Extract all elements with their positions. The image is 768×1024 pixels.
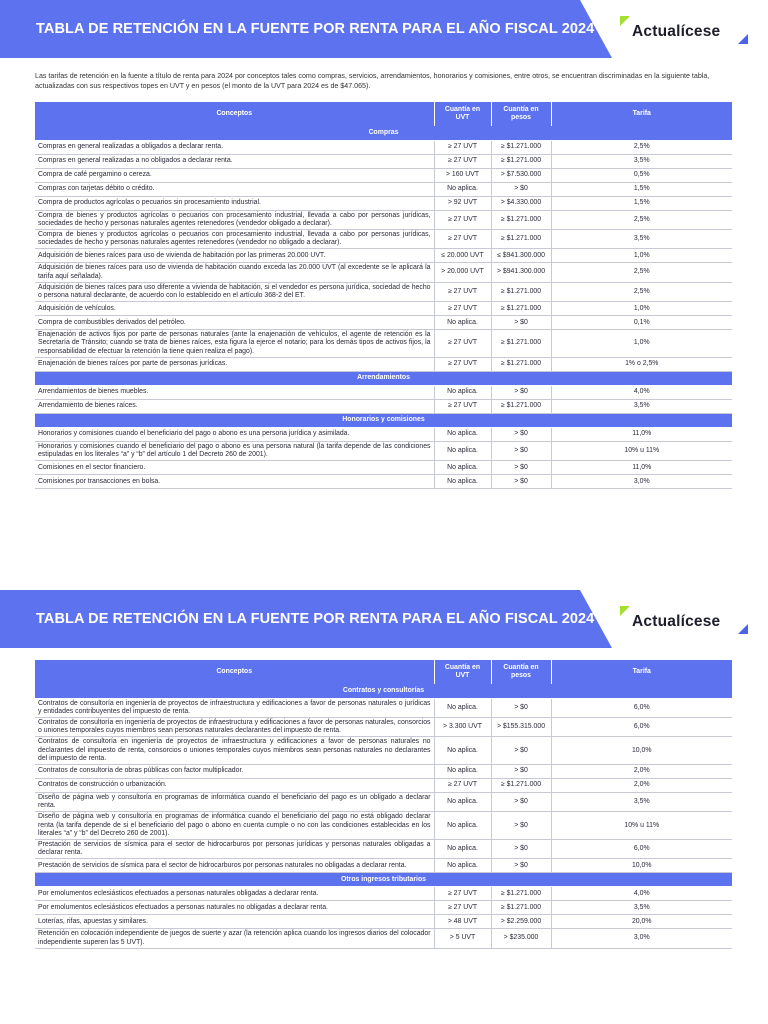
- cuantia-uvt-cell: No aplica.: [434, 737, 491, 765]
- section-header-row: [35, 413, 732, 427]
- table-row: [35, 263, 732, 282]
- cuantia-uvt-cell: No aplica.: [434, 441, 491, 460]
- cuantia-uvt-cell: ≥ 27 UVT: [434, 357, 491, 371]
- cuantia-uvt-cell: > 48 UVT: [434, 915, 491, 929]
- cuantia-uvt-cell: ≥ 27 UVT: [434, 282, 491, 301]
- cuantia-uvt-cell: No aplica.: [434, 812, 491, 840]
- table-header-row: [35, 660, 732, 684]
- tarifa-cell: 6,0%: [551, 717, 732, 736]
- section-header-row: [35, 126, 732, 140]
- cuantia-uvt-cell: No aplica.: [434, 182, 491, 196]
- cuantia-pesos-cell: > $0: [491, 441, 551, 460]
- table-row: [35, 812, 732, 840]
- logo-blue-mark-icon: [738, 34, 748, 44]
- table-row: [35, 385, 732, 399]
- tarifa-cell: 3,0%: [551, 929, 732, 948]
- concepto-cell: Arrendamiento de bienes raíces.: [35, 399, 434, 413]
- cuantia-pesos-cell: > $0: [491, 859, 551, 873]
- cuantia-uvt-cell: > 20.000 UVT: [434, 263, 491, 282]
- table-row: [35, 168, 732, 182]
- cuantia-uvt-cell: No aplica.: [434, 859, 491, 873]
- cuantia-pesos-cell: > $0: [491, 475, 551, 489]
- tarifa-cell: 2,5%: [551, 210, 732, 229]
- cuantia-uvt-cell: ≥ 27 UVT: [434, 229, 491, 248]
- cuantia-pesos-cell: ≥ $1.271.000: [491, 302, 551, 316]
- concepto-cell: Loterías, rifas, apuestas y similares.: [35, 915, 434, 929]
- table-row: [35, 839, 732, 858]
- header-tarifa: Tarifa: [551, 660, 732, 684]
- cuantia-pesos-cell: > $235.000: [491, 929, 551, 948]
- cuantia-uvt-cell: No aplica.: [434, 427, 491, 441]
- concepto-cell: Compra de combustibles derivados del petróleo.: [35, 316, 434, 330]
- cuantia-uvt-cell: No aplica.: [434, 316, 491, 330]
- section-header-row: [35, 873, 732, 887]
- tarifa-cell: 3,5%: [551, 154, 732, 168]
- table-row: [35, 330, 732, 358]
- tarifa-cell: 2,0%: [551, 764, 732, 778]
- page1-table: [35, 102, 732, 489]
- cuantia-pesos-cell: > $0: [491, 316, 551, 330]
- cuantia-uvt-cell: > 160 UVT: [434, 168, 491, 182]
- concepto-cell: Comisiones en el sector financiero.: [35, 461, 434, 475]
- tarifa-cell: 3,0%: [551, 475, 732, 489]
- cuantia-pesos-cell: ≥ $1.271.000: [491, 399, 551, 413]
- cuantia-pesos-cell: > $0: [491, 182, 551, 196]
- tarifa-cell: 11,0%: [551, 427, 732, 441]
- table-row: [35, 399, 732, 413]
- concepto-cell: Adquisición de bienes raíces para uso de vivienda de habitación por las primeras 20.000 UVT.: [35, 249, 434, 263]
- table-row: [35, 778, 732, 792]
- concepto-cell: Honorarios y comisiones cuando el beneficiario del pago o abono es una persona natural (la tarifa depende de las condiciones estipuladas en los literales “a” y “b” del artículo 1 del Decreto 260 de 2001).: [35, 441, 434, 460]
- cuantia-pesos-cell: > $0: [491, 764, 551, 778]
- tarifa-cell: 1,0%: [551, 330, 732, 358]
- table-row: [35, 140, 732, 154]
- cuantia-pesos-cell: ≤ $941.300.000: [491, 249, 551, 263]
- cuantia-pesos-cell: ≥ $1.271.000: [491, 778, 551, 792]
- section-title: Compras: [35, 126, 732, 140]
- concepto-cell: Compras en general realizadas a no obligados a declarar renta.: [35, 154, 434, 168]
- section-header-row: [35, 684, 732, 698]
- tarifa-cell: 6,0%: [551, 839, 732, 858]
- tarifa-cell: 2,5%: [551, 140, 732, 154]
- concepto-cell: Por emolumentos eclesiásticos efectuados a personas naturales obligadas a declarar renta.: [35, 887, 434, 901]
- cuantia-pesos-cell: ≥ $1.271.000: [491, 154, 551, 168]
- cuantia-uvt-cell: No aplica.: [434, 698, 491, 717]
- table-row: [35, 737, 732, 765]
- concepto-cell: Adquisición de bienes raíces para uso diferente a vivienda de habitación, si el vendedor es persona jurídica, sociedad de hecho o persona natural declarante, de acuerdo con lo establecido en el artículo 368-2 del ET.: [35, 282, 434, 301]
- table-row: [35, 427, 732, 441]
- cuantia-uvt-cell: ≥ 27 UVT: [434, 154, 491, 168]
- header-cuantia-uvt: Cuantía en UVT: [434, 660, 491, 684]
- cuantia-uvt-cell: > 92 UVT: [434, 196, 491, 210]
- cuantia-uvt-cell: No aplica.: [434, 461, 491, 475]
- cuantia-pesos-cell: ≥ $1.271.000: [491, 282, 551, 301]
- table-row: [35, 249, 732, 263]
- logo-text: Actualícese: [632, 613, 721, 630]
- concepto-cell: Contratos de consultoría en ingeniería de proyectos de infraestructura y edificaciones a favor de personas naturales, consorcios o uniones temporales cuyos miembros sean personas naturales declarantes del impuesto de renta.: [35, 717, 434, 736]
- cuantia-pesos-cell: ≥ $1.271.000: [491, 140, 551, 154]
- cuantia-uvt-cell: No aplica.: [434, 764, 491, 778]
- table-row: [35, 229, 732, 248]
- section-title: Otros ingresos tributarios: [35, 873, 732, 887]
- cuantia-pesos-cell: ≥ $1.271.000: [491, 330, 551, 358]
- cuantia-uvt-cell: ≥ 27 UVT: [434, 887, 491, 901]
- cuantia-uvt-cell: No aplica.: [434, 475, 491, 489]
- table-row: [35, 154, 732, 168]
- concepto-cell: Diseño de página web y consultoría en programas de informática cuando el beneficiario del pago no está obligado declarar renta (la tarifa depende de si el beneficiario del pago o abono en cuenta cumple o no con las condiciones establecidas en los literales “a” y “b” del Decreto 260 de 2001).: [35, 812, 434, 840]
- table-row: [35, 915, 732, 929]
- cuantia-pesos-cell: > $0: [491, 461, 551, 475]
- page2-banner: [0, 590, 768, 648]
- concepto-cell: Adquisición de bienes raíces para uso de vivienda de habitación cuando exceda las 20.000 UVT (al excedente se le aplicará la tarifa aquí señalada).: [35, 263, 434, 282]
- logo-blue-mark-icon: [738, 624, 748, 634]
- cuantia-uvt-cell: > 5 UVT: [434, 929, 491, 948]
- cuantia-uvt-cell: No aplica.: [434, 792, 491, 811]
- header-conceptos: Conceptos: [35, 660, 434, 684]
- cuantia-uvt-cell: > 3.300 UVT: [434, 717, 491, 736]
- table-row: [35, 475, 732, 489]
- table-row: [35, 929, 732, 948]
- cuantia-uvt-cell: ≥ 27 UVT: [434, 140, 491, 154]
- tarifa-cell: 6,0%: [551, 698, 732, 717]
- table-row: [35, 717, 732, 736]
- concepto-cell: Arrendamientos de bienes muebles.: [35, 385, 434, 399]
- concepto-cell: Contratos de construcción o urbanización.: [35, 778, 434, 792]
- concepto-cell: Contratos de consultoría en ingeniería de proyectos de infraestructura y edificaciones a favor de personas naturales o jurídicas y entidades contribuyentes del impuesto de renta.: [35, 698, 434, 717]
- cuantia-uvt-cell: ≤ 20.000 UVT: [434, 249, 491, 263]
- table-row: [35, 887, 732, 901]
- concepto-cell: Enajenación de bienes raíces por parte de personas jurídicas.: [35, 357, 434, 371]
- tarifa-cell: 20,0%: [551, 915, 732, 929]
- cuantia-pesos-cell: > $4.330.000: [491, 196, 551, 210]
- concepto-cell: Enajenación de activos fijos por parte de personas naturales (ante la enajenación de vehículos, el agente de retención es la Secretaría de Tránsito; cuando se trata de bienes raíces, esta figura la ejerce el notario; para los demás tipos de activos fijos, la responsabilidad de efectuar la retención la tiene quien realiza el pago).: [35, 330, 434, 358]
- tarifa-cell: 2,5%: [551, 263, 732, 282]
- tarifa-cell: 1,0%: [551, 302, 732, 316]
- concepto-cell: Compra de bienes y productos agrícolas o pecuarios con procesamiento industrial, llevada a cabo por personas jurídicas, sociedades de hecho y personas naturales agentes retenedores (vendedor obligado a declarar).: [35, 210, 434, 229]
- cuantia-pesos-cell: > $0: [491, 698, 551, 717]
- tarifa-cell: 1,5%: [551, 182, 732, 196]
- tarifa-cell: 4,0%: [551, 385, 732, 399]
- concepto-cell: Diseño de página web y consultoría en programas de informática cuando el beneficiario del pago es un obligado a declarar renta.: [35, 792, 434, 811]
- section-title: Arrendamientos: [35, 371, 732, 385]
- logo-green-mark-icon: [620, 606, 630, 616]
- cuantia-uvt-cell: ≥ 27 UVT: [434, 901, 491, 915]
- page2-title: TABLA DE RETENCIÓN EN LA FUENTE POR RENTA PARA EL AÑO FISCAL 2024: [36, 611, 595, 627]
- cuantia-pesos-cell: ≥ $1.271.000: [491, 901, 551, 915]
- cuantia-uvt-cell: No aplica.: [434, 385, 491, 399]
- table-row: [35, 698, 732, 717]
- tarifa-cell: 3,5%: [551, 901, 732, 915]
- tarifa-cell: 2,5%: [551, 282, 732, 301]
- header-tarifa: Tarifa: [551, 102, 732, 126]
- page1-logo: [620, 14, 748, 44]
- table-row: [35, 316, 732, 330]
- cuantia-uvt-cell: ≥ 27 UVT: [434, 778, 491, 792]
- section-title: Contratos y consultorías: [35, 684, 732, 698]
- cuantia-uvt-cell: ≥ 27 UVT: [434, 302, 491, 316]
- tarifa-cell: 2,0%: [551, 778, 732, 792]
- tarifa-cell: 1% o 2,5%: [551, 357, 732, 371]
- tarifa-cell: 1,0%: [551, 249, 732, 263]
- tarifa-cell: 10,0%: [551, 737, 732, 765]
- header-cuantia-pesos: Cuantía en pesos: [491, 102, 551, 126]
- section-title: Honorarios y comisiones: [35, 413, 732, 427]
- cuantia-uvt-cell: No aplica.: [434, 839, 491, 858]
- tarifa-cell: 3,5%: [551, 792, 732, 811]
- page1-intro: Las tarifas de retención en la fuente a título de renta para 2024 por conceptos tales como compras, servicios, arrendamientos, honorarios y comisiones, entre otros, se encuentran discriminadas en la siguiente tabla, actualizadas con sus respectivos topes en UVT y en pesos (el monto de la UVT para 2024 es de $47.065).: [35, 72, 710, 90]
- table-row: [35, 764, 732, 778]
- table-header-row: [35, 102, 732, 126]
- page1-title: TABLA DE RETENCIÓN EN LA FUENTE POR RENTA PARA EL AÑO FISCAL 2024: [36, 21, 595, 37]
- concepto-cell: Retención en colocación independiente de juegos de suerte y azar (la retención aplica cuando los ingresos diarios del colocador independiente superen las 5 UVT).: [35, 929, 434, 948]
- concepto-cell: Compras en general realizadas a obligados a declarar renta.: [35, 140, 434, 154]
- logo-green-mark-icon: [620, 16, 630, 26]
- cuantia-uvt-cell: ≥ 27 UVT: [434, 210, 491, 229]
- logo-text: Actualícese: [632, 23, 721, 40]
- cuantia-pesos-cell: > $0: [491, 737, 551, 765]
- tarifa-cell: 10% u 11%: [551, 812, 732, 840]
- table-row: [35, 859, 732, 873]
- tarifa-cell: 0,5%: [551, 168, 732, 182]
- table-row: [35, 302, 732, 316]
- table-row: [35, 441, 732, 460]
- cuantia-pesos-cell: > $0: [491, 385, 551, 399]
- table-row: [35, 901, 732, 915]
- concepto-cell: Contratos de consultoría de obras públicas con factor multiplicador.: [35, 764, 434, 778]
- cuantia-pesos-cell: > $155.315.000: [491, 717, 551, 736]
- tarifa-cell: 4,0%: [551, 887, 732, 901]
- header-cuantia-uvt: Cuantía en UVT: [434, 102, 491, 126]
- tarifa-cell: 0,1%: [551, 316, 732, 330]
- cuantia-pesos-cell: > $0: [491, 427, 551, 441]
- page2-logo: [620, 604, 748, 634]
- page1-banner: [0, 0, 768, 58]
- cuantia-pesos-cell: > $0: [491, 812, 551, 840]
- concepto-cell: Compra de café pergamino o cereza.: [35, 168, 434, 182]
- table-row: [35, 210, 732, 229]
- cuantia-pesos-cell: > $0: [491, 792, 551, 811]
- header-cuantia-pesos: Cuantía en pesos: [491, 660, 551, 684]
- concepto-cell: Compra de productos agrícolas o pecuarios sin procesamiento industrial.: [35, 196, 434, 210]
- header-conceptos: Conceptos: [35, 102, 434, 126]
- table-row: [35, 182, 732, 196]
- cuantia-pesos-cell: ≥ $1.271.000: [491, 357, 551, 371]
- cuantia-pesos-cell: > $7.530.000: [491, 168, 551, 182]
- concepto-cell: Adquisición de vehículos.: [35, 302, 434, 316]
- section-header-row: [35, 371, 732, 385]
- cuantia-pesos-cell: > $941.300.000: [491, 263, 551, 282]
- concepto-cell: Comisiones por transacciones en bolsa.: [35, 475, 434, 489]
- concepto-cell: Prestación de servicios de sísmica para el sector de hidrocarburos por personas jurídicas y personas naturales obligadas a declarar renta.: [35, 839, 434, 858]
- tarifa-cell: 11,0%: [551, 461, 732, 475]
- tarifa-cell: 3,5%: [551, 229, 732, 248]
- tarifa-cell: 3,5%: [551, 399, 732, 413]
- concepto-cell: Compra de bienes y productos agrícolas o pecuarios con procesamiento industrial, llevada a cabo por personas jurídicas, sociedades de hecho y personas naturales agentes retenedores (vendedor no obligado a declarar).: [35, 229, 434, 248]
- table-row: [35, 357, 732, 371]
- table-row: [35, 461, 732, 475]
- concepto-cell: Honorarios y comisiones cuando el beneficiario del pago o abono es una persona jurídica y asimilada.: [35, 427, 434, 441]
- concepto-cell: Por emolumentos eclesiásticos efectuados a personas naturales no obligadas a declarar renta.: [35, 901, 434, 915]
- cuantia-pesos-cell: > $0: [491, 839, 551, 858]
- cuantia-pesos-cell: > $2.259.000: [491, 915, 551, 929]
- cuantia-pesos-cell: ≥ $1.271.000: [491, 229, 551, 248]
- concepto-cell: Contratos de consultoría en ingeniería de proyectos de infraestructura y edificaciones a favor de personas naturales no declarantes del impuesto de renta, consorcios o uniones temporales cuyos miembros sean personas naturales no declarantes del impuesto de renta.: [35, 737, 434, 765]
- cuantia-pesos-cell: ≥ $1.271.000: [491, 887, 551, 901]
- tarifa-cell: 1,5%: [551, 196, 732, 210]
- tarifa-cell: 10,0%: [551, 859, 732, 873]
- cuantia-uvt-cell: ≥ 27 UVT: [434, 330, 491, 358]
- cuantia-pesos-cell: ≥ $1.271.000: [491, 210, 551, 229]
- cuantia-uvt-cell: ≥ 27 UVT: [434, 399, 491, 413]
- concepto-cell: Prestación de servicios de sísmica para el sector de hidrocarburos por personas naturales no obligadas a declarar renta.: [35, 859, 434, 873]
- table-row: [35, 792, 732, 811]
- table-row: [35, 282, 732, 301]
- tarifa-cell: 10% u 11%: [551, 441, 732, 460]
- concepto-cell: Compras con tarjetas débito o crédito.: [35, 182, 434, 196]
- page2-table: [35, 660, 732, 949]
- table-row: [35, 196, 732, 210]
